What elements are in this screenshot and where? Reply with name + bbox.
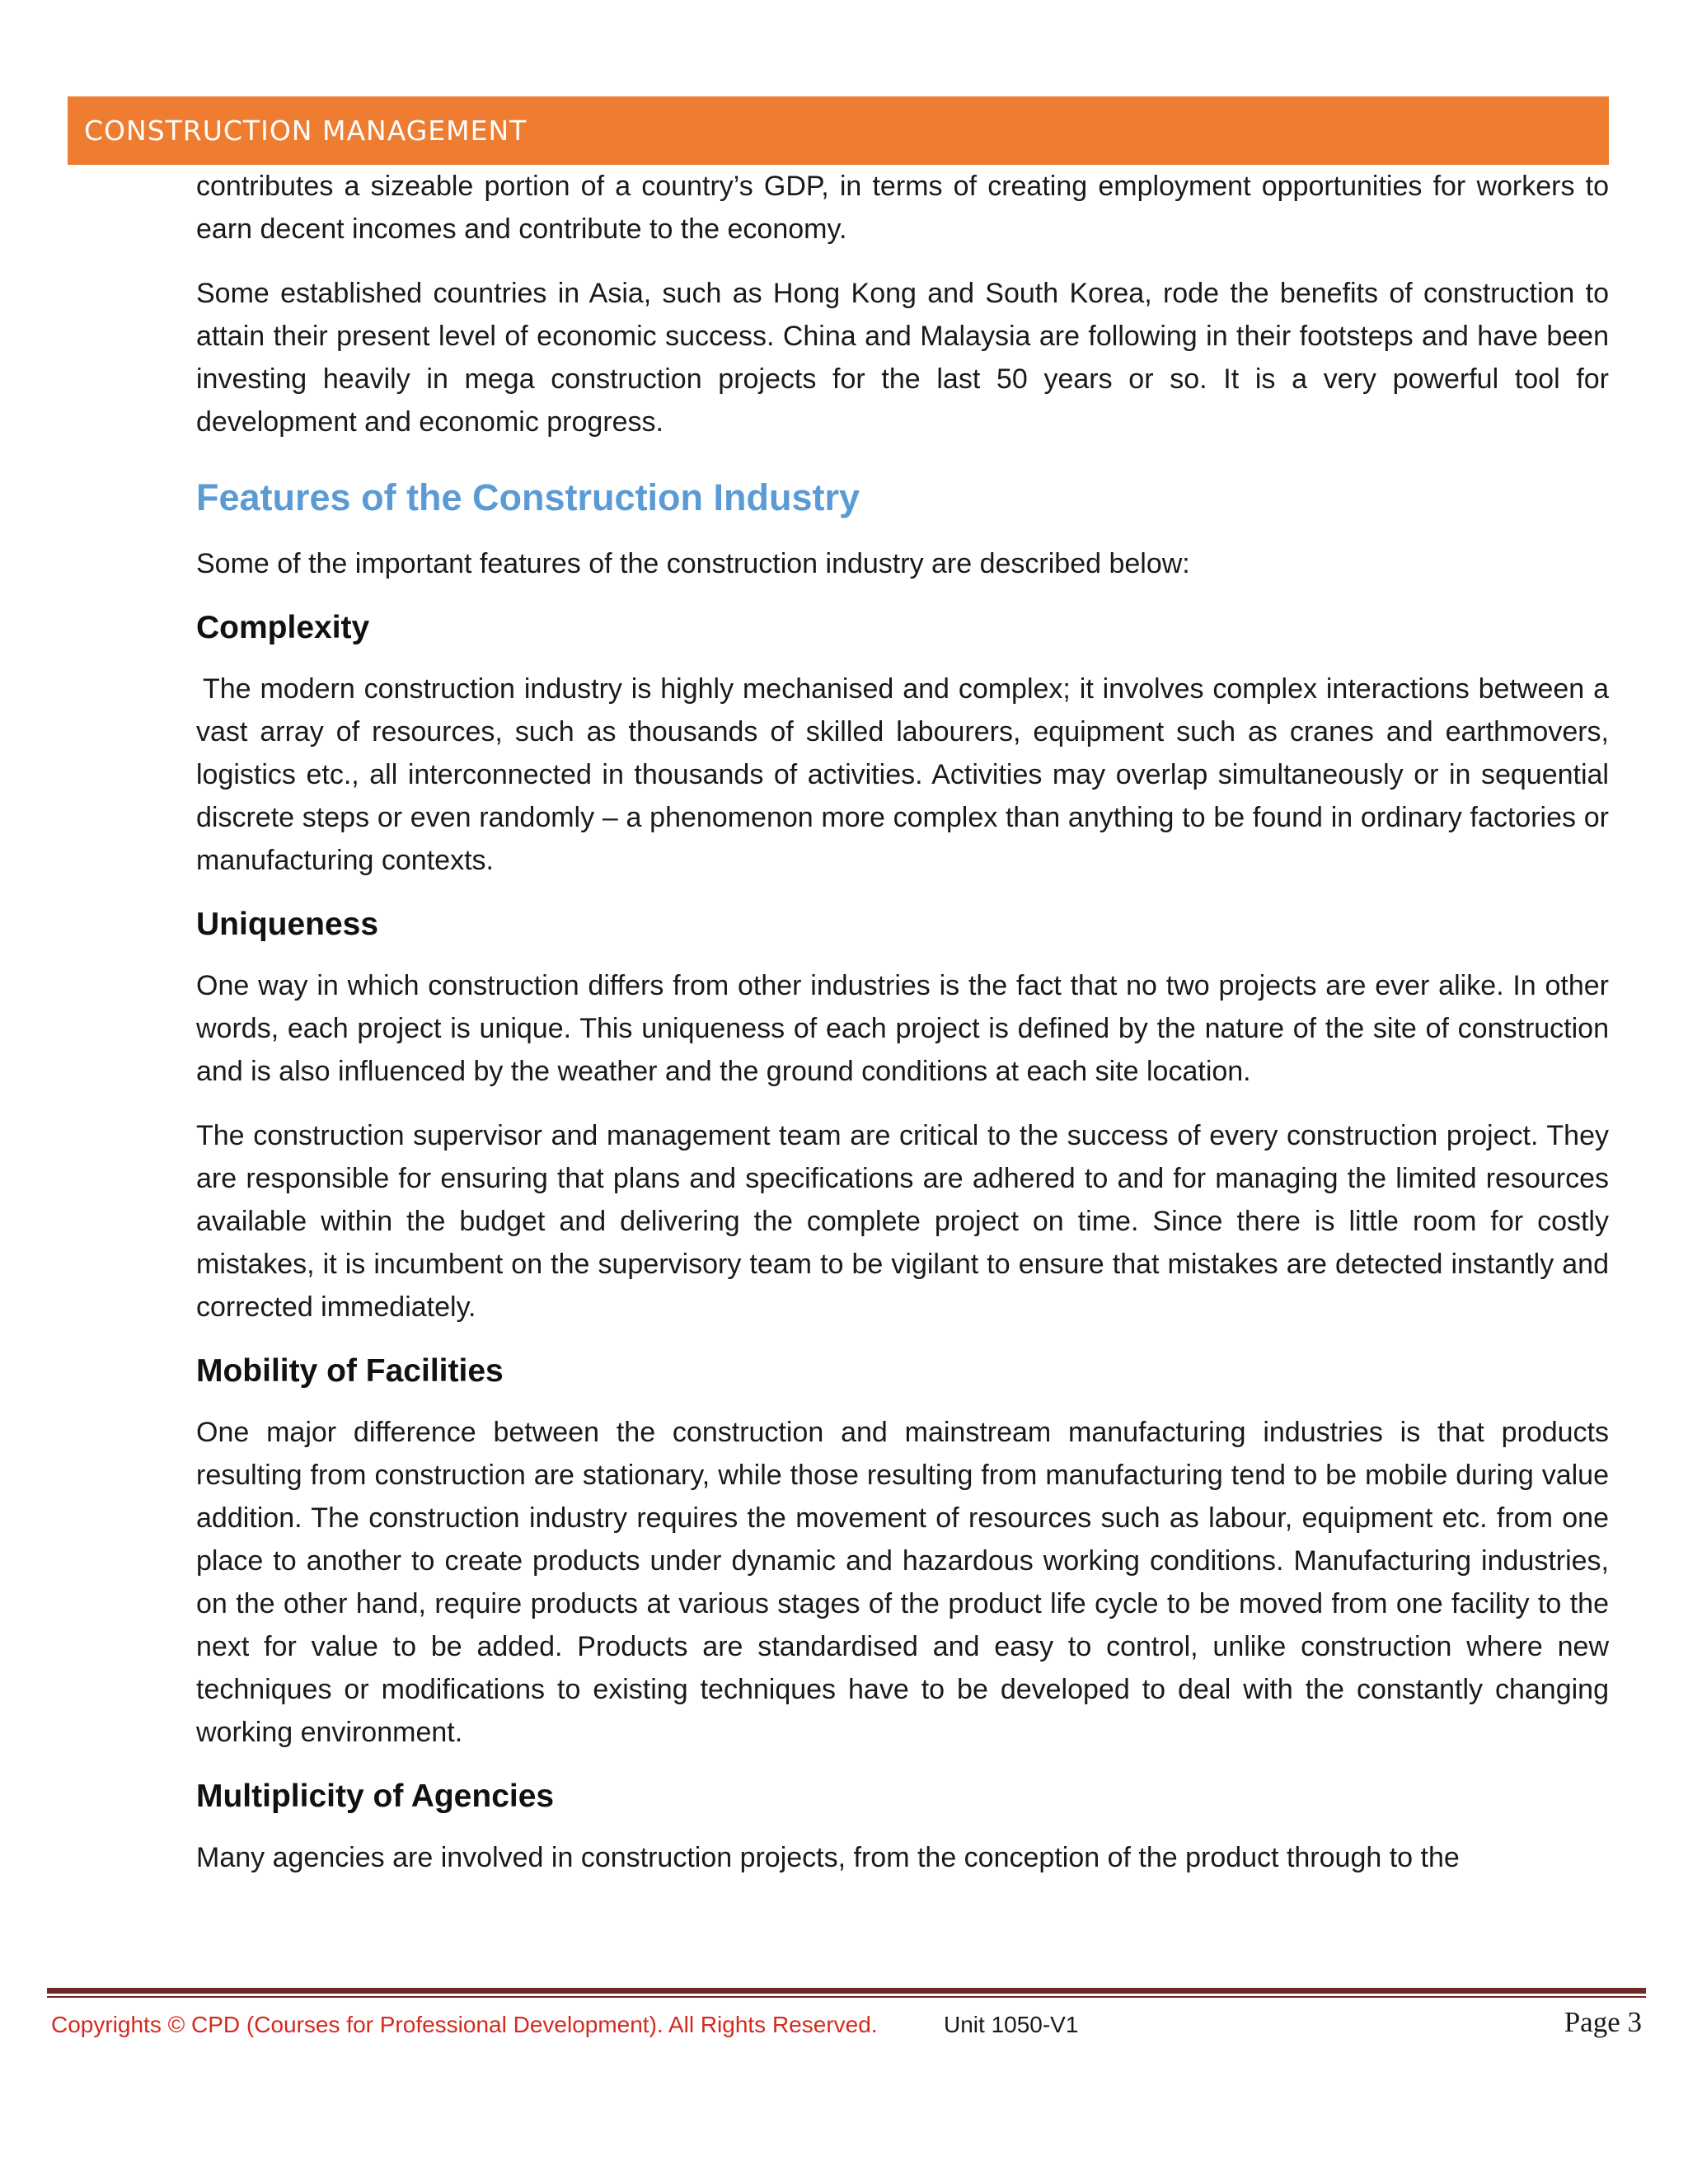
intro-paragraph: Some established countries in Asia, such as Hong Kong and South Korea, rode the benefits of construction to attain their present level of economic success. China and Malaysia are following in their footsteps and have been investing heavily in mega construction projects for the last 50 years or so. It is a very powerful tool for development and economic progress. bbox=[196, 278, 1609, 438]
mobility-heading: Mobility of Facilities bbox=[196, 1353, 504, 1389]
complexity-paragraph: The modern construction industry is highly mechanised and complex; it involves complex interactions between a vast array of resources, such as thousands of skilled labourers, equipment such as cranes and earthmovers, logistics etc., all interconnected in thousands of activities. Activities may overlap simultaneously or in sequential discrete steps or even randomly – a phenomenon more complex than anything to be found in ordinary factories or manufacturing contexts. bbox=[196, 673, 1609, 876]
footer-page-number: Page 3 bbox=[1564, 2006, 1642, 2038]
mobility-paragraph: One major difference between the construction and mainstream manufacturing industries is that products resulting from construction are stationary, while those resulting from manufacturing tend to be mobile during value addition. The construction industry requires the movement of resources such as labour, equipment etc. from one place to another to create products under dynamic and hazardous working conditions. Manufacturing industries, on the other hand, require products at various stages of the product life cycle to be moved from one facility to the next for value to be added. Products are standardised and easy to control, unlike construction where new techniques or modifications to existing techniques have to be developed to deal with the constantly changing working environment. bbox=[196, 1417, 1609, 1748]
footer-unit-code: Unit 1050-V1 bbox=[944, 2012, 1079, 2037]
page-header-bar bbox=[68, 96, 1609, 165]
document-body bbox=[196, 165, 1609, 1900]
header-title: CONSTRUCTION MANAGEMENT bbox=[84, 115, 528, 147]
uniqueness-paragraph: The construction supervisor and management team are critical to the success of every construction project. They are responsible for ensuring that plans and specifications are adhered to and for managing the limited resources available within the budget and delivering the complete project on time. Since there is little room for costly mistakes, it is incumbent on the supervisory team to be vigilant to ensure that mistakes are detected instantly and corrected immediately. bbox=[196, 1120, 1609, 1323]
footer-rule-thick bbox=[47, 1988, 1646, 1994]
intro-paragraph: contributes a sizeable portion of a country’s GDP, in terms of creating employment opportunities for workers to earn decent incomes and contribute to the economy. bbox=[196, 171, 1609, 245]
section-intro: Some of the important features of the construction industry are described below: bbox=[196, 548, 1190, 579]
uniqueness-heading: Uniqueness bbox=[196, 907, 379, 942]
multiplicity-paragraph: Many agencies are involved in construction projects, from the conception of the product through to the bbox=[196, 1842, 1460, 1873]
complexity-heading: Complexity bbox=[196, 610, 370, 645]
multiplicity-heading: Multiplicity of Agencies bbox=[196, 1779, 555, 1814]
footer-rule-thin bbox=[47, 1996, 1646, 1998]
section-heading: Features of the Construction Industry bbox=[196, 476, 860, 518]
footer-copyright: Copyrights © CPD (Courses for Professional Development). All Rights Reserved. bbox=[51, 2012, 878, 2037]
uniqueness-paragraph: One way in which construction differs from other industries is the fact that no two projects are ever alike. In other words, each project is unique. This uniqueness of each project is defined by the nature of the site of construction and is also influenced by the weather and the ground conditions at each site location. bbox=[196, 970, 1609, 1087]
